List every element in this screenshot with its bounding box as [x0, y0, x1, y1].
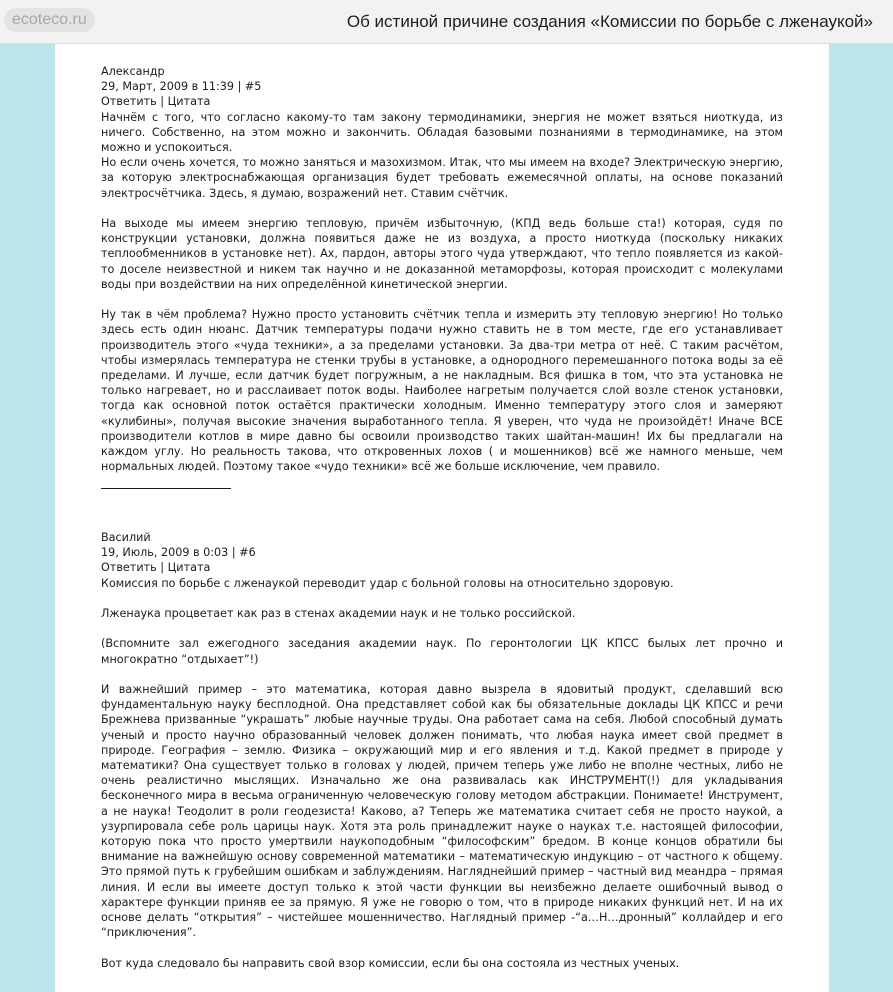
- action-separator: |: [160, 561, 165, 575]
- comment-meta: [101, 545, 783, 560]
- comment-paragraph: И важнейший пример – это математика, которая давно вызрела в ядовитый продукт, сделавший всю фундаментальную науку бесплодной. Она представляет собой как бы обязательные доклады ЦК КПСС и речи Брежнева призванные “украшать” любые научные труды. Она работает сама на себя. Любой способный думать ученый и просто научно образованный человек должен понимать, что любая наука имеет свой предмет в природе. География – землю. Физика – окружающий мир и его явления и т.д. Какой предмет в природе у математики? Она существует только в головах у людей, причем теперь уже либо не вполне честных, либо не очень реалистично мыслящих. Изначально же она развивалась как ИНСТРУМЕНТ(!) для укладывания бесконечного мира в весьма ограниченную человеческую голову методом абстракции. Понимаете! Инструмент, а не наука! Теодолит в роли геодезиста! Каково, а? Теперь же математика считает себя не просто наукой, а узурпировала себе роль царицы наук. Хотя эта роль принадлежит науке о науках т.е. настоящей философии, которую пока что просто умертвили наукоподобным “философским” бредом. В конце концов обратили бы внимание на важнейшую основу современной математики – математическую индукцию – от частного к общему. Это прямой путь к грубейшим ошибкам и заблуждениям. Нагляднейший пример – частный вид меандра – прямая линия. И если вы имеете доступ только к этой части функции вы неизбежно делаете ошибочный вывод о характере функции приняв ее за прямую. Я уже не говорю о том, что в природе никаких функций нет. И на их основе делать “открытия” – чистейшее мошенничество. Наглядный пример -“а…Н…дронный” коллайдер и его “приключения”.: [101, 682, 783, 940]
- comment-number[interactable]: #6: [239, 546, 256, 560]
- comment-paragraph: Вот куда следовало бы направить свой взор комиссии, если бы она состояла из честных ученых.: [101, 956, 680, 970]
- comment-paragraph: Ну так в чём проблема? Нужно просто установить счётчик тепла и измерить эту тепловую энергию! Но только здесь есть один нюанс. Датчик температуры подачи нужно ставить не в том месте, где его устанавливает производитель этого «чуда техники», а за пределами установки. За два-три метра от неё. С таким расчётом, чтобы измерялась температура не стенки трубы в установке, а однородного перемешанного потока воды за её пределами. И лучше, если датчик будет погружным, а не накладным. Вся фишка в том, что эта установка не только нагревает, но и расслаивает поток воды. Наиболее нагретым получается слой возле стенок установки, тогда как основной поток остаётся практически холодным. Именно температуру этого слоя и замеряют «кулибины», получая высокие значения выработанного тепла. Я уверен, что чуда не произойдёт! Иначе ВСЕ производители котлов в мире давно бы освоили производство таких шайтан-машин! Их бы предлагали на каждом углу. Но реальность такова, что откровенных лохов ( и мошенников) всё же намного меньше, чем нормальных людей. Поэтому такое «чудо техники» всё же больше исключение, чем правило.: [101, 308, 783, 474]
- comment-author: Василий: [101, 531, 151, 544]
- comment-date: 29, Март, 2009 в 11:39: [101, 80, 235, 94]
- action-separator: |: [160, 95, 165, 109]
- meta-separator: |: [237, 80, 242, 94]
- comment-paragraph: Но если очень хочется, то можно заняться и мазохизмом. Итак, что мы имеем на входе? Электрическую энергию, за которую электроснабжающая организация будет требовать ежемесячной оплаты, на основе показаний электросчётчика. Здесь, я думаю, возражений нет. Ставим счётчик.: [101, 156, 783, 200]
- reply-link[interactable]: Ответить: [101, 95, 157, 109]
- comment-paragraph: (Вспомните зал ежегодного заседания академии наук. По геронтологии ЦК КПСС былых лет прочно и многократно “отдыхает”!): [101, 637, 783, 666]
- comment-paragraph: Комиссия по борьбе с лженаукой переводит удар с больной головы на относительно здоровую.: [101, 576, 674, 590]
- quote-link[interactable]: Цитата: [167, 561, 211, 575]
- reply-link[interactable]: Ответить: [101, 561, 157, 575]
- comment-actions: [101, 560, 783, 575]
- comment-number[interactable]: #5: [244, 80, 262, 94]
- comment-author: Александр: [101, 65, 165, 78]
- comment-date: 19, Июль, 2009 в 0:03: [101, 546, 229, 560]
- content-area: [55, 44, 829, 992]
- meta-separator: |: [231, 546, 236, 560]
- site-name-badge[interactable]: ecoteco.ru: [4, 8, 95, 32]
- comment-paragraph: Лженаука процветает как раз в стенах академии наук и не только российской.: [101, 607, 576, 620]
- comment-item: [101, 530, 783, 971]
- comment-divider: [101, 474, 231, 489]
- quote-link[interactable]: Цитата: [167, 95, 211, 109]
- comment-paragraph: На выходе мы имеем энергию тепловую, причём избыточную, (КПД ведь больше ста!) которая, судя по конструкции установки, должна появиться даже не из воздуха, а просто ниоткуда (поскольку никаких теплообменников в установке нет). Ах, пардон, авторы этого чуда утверждают, что тепло появляется из какой-то доселе неизвестной и никем так научно и не доказанной метаморфозы, которая происходит с молекулами воды при воздействии на них определённой кинетической энергии.: [101, 217, 783, 291]
- comment-item: [101, 64, 783, 489]
- comment-paragraph: Начнём с того, что согласно какому-то там закону термодинамики, энергия не может взяться ниоткуда, из ничего. Собственно, на этом можно и закончить. Обладая базовыми познаниями в термодинамике, на этом можно и успокоиться.: [101, 110, 783, 155]
- page-title: Об истиной причине создания «Комиссии по борьбе с лженаукой»: [346, 12, 873, 31]
- top-bar: [0, 0, 893, 44]
- comment-actions: [101, 94, 783, 109]
- comment-meta: [101, 79, 783, 94]
